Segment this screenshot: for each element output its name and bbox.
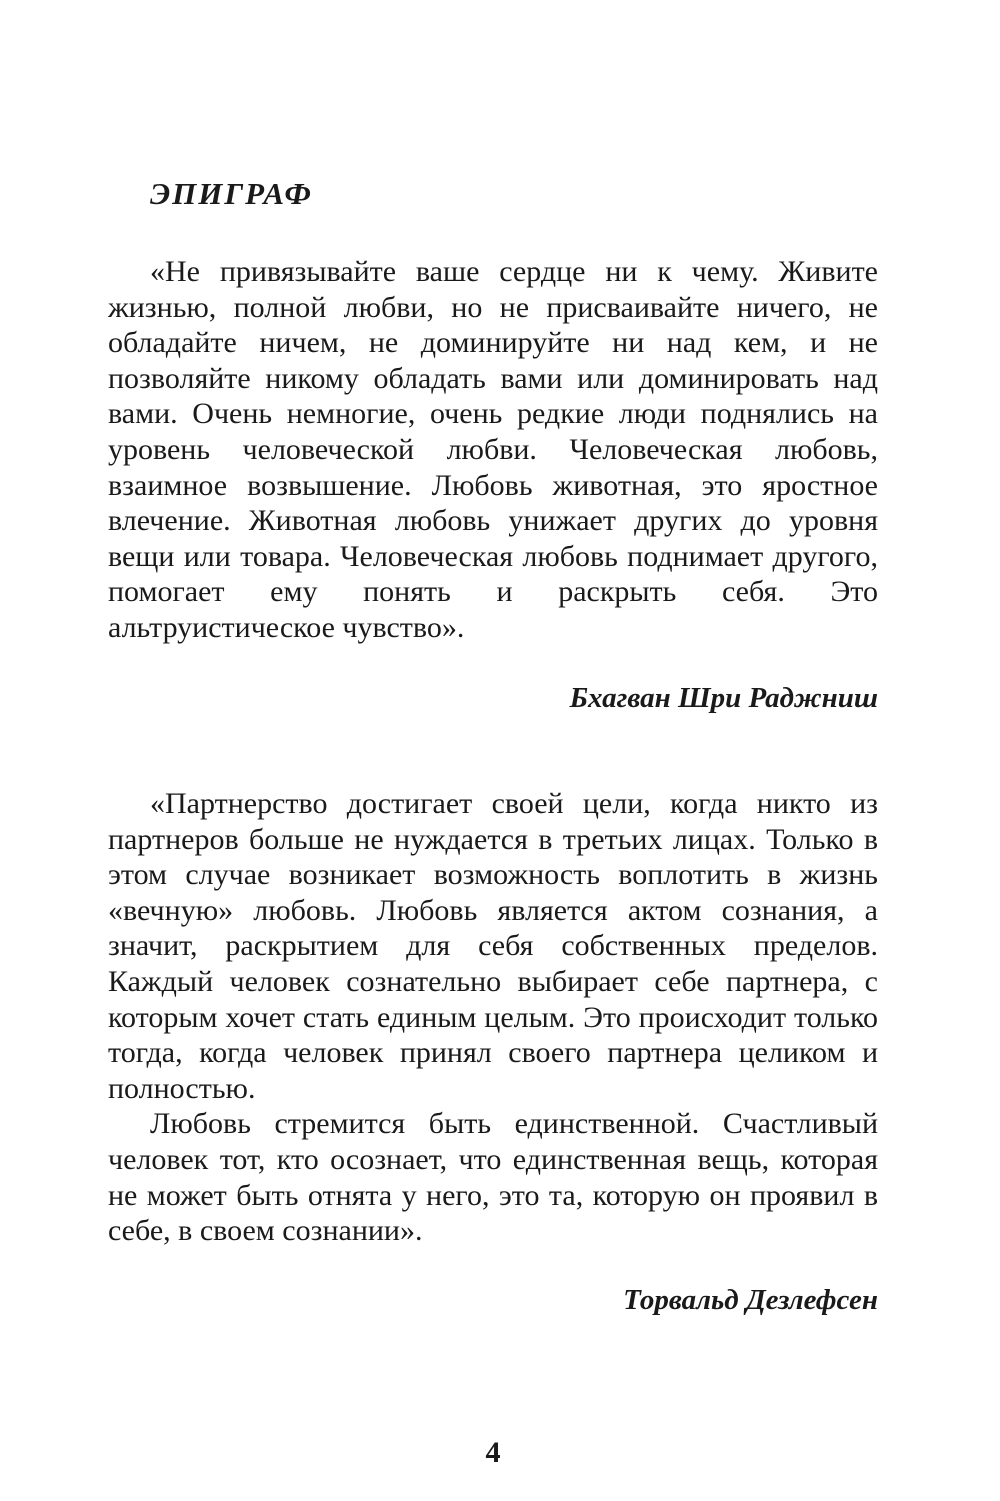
quote-2-author: Торвальд Дезлефсен	[623, 1284, 878, 1316]
quote-2-paragraph-1: «Партнерство достигает своей цели, когда никто из партнеров больше не нуждается в третьих лицах. Только в этом случае возникает возможность воплотить в жизнь «вечную» любовь. Любовь является актом сознания, а значит, раскрытием для себя собственных пределов. Каждый человек сознательно выбирает себе партнера, с которым хочет стать единым целым. Это происходит только тогда, когда человек принял своего партнера целиком и полностью.	[108, 787, 878, 1105]
page-number: 4	[485, 1436, 501, 1469]
epigraph-quote-2	[108, 786, 878, 1249]
quote-1-paragraph-1: «Не привязывайте ваше сердце ни к чему. Живите жизнью, полной любви, но не присваивайте ничего, не обладайте ничем, не доминируйте ни над кем, и не позволяйте никому обладать вами или доминировать над вами. Очень немногие, очень редкие люди поднялись на уровень человеческой любви. Человеческая любовь, взаимное возвышение. Любовь животная, это яростное влечение. Животная любовь унижает других до уровня вещи или товара. Человеческая любовь поднимает другого, помогает ему понять и раскрыть себя. Это альтруистическое чувство».	[108, 255, 878, 644]
quote-1-author: Бхагван Шри Раджниш	[569, 682, 878, 714]
epigraph-quote-1	[108, 254, 878, 646]
book-page	[108, 0, 878, 1501]
quote-2-paragraph-2: Любовь стремится быть единственной. Счастливый человек тот, кто осознает, что единственная вещь, которая не может быть отнята у него, это та, которую он проявил в себе, в своем сознании».	[108, 1107, 878, 1248]
epigraph-heading: ЭПИГРАФ	[150, 176, 313, 211]
